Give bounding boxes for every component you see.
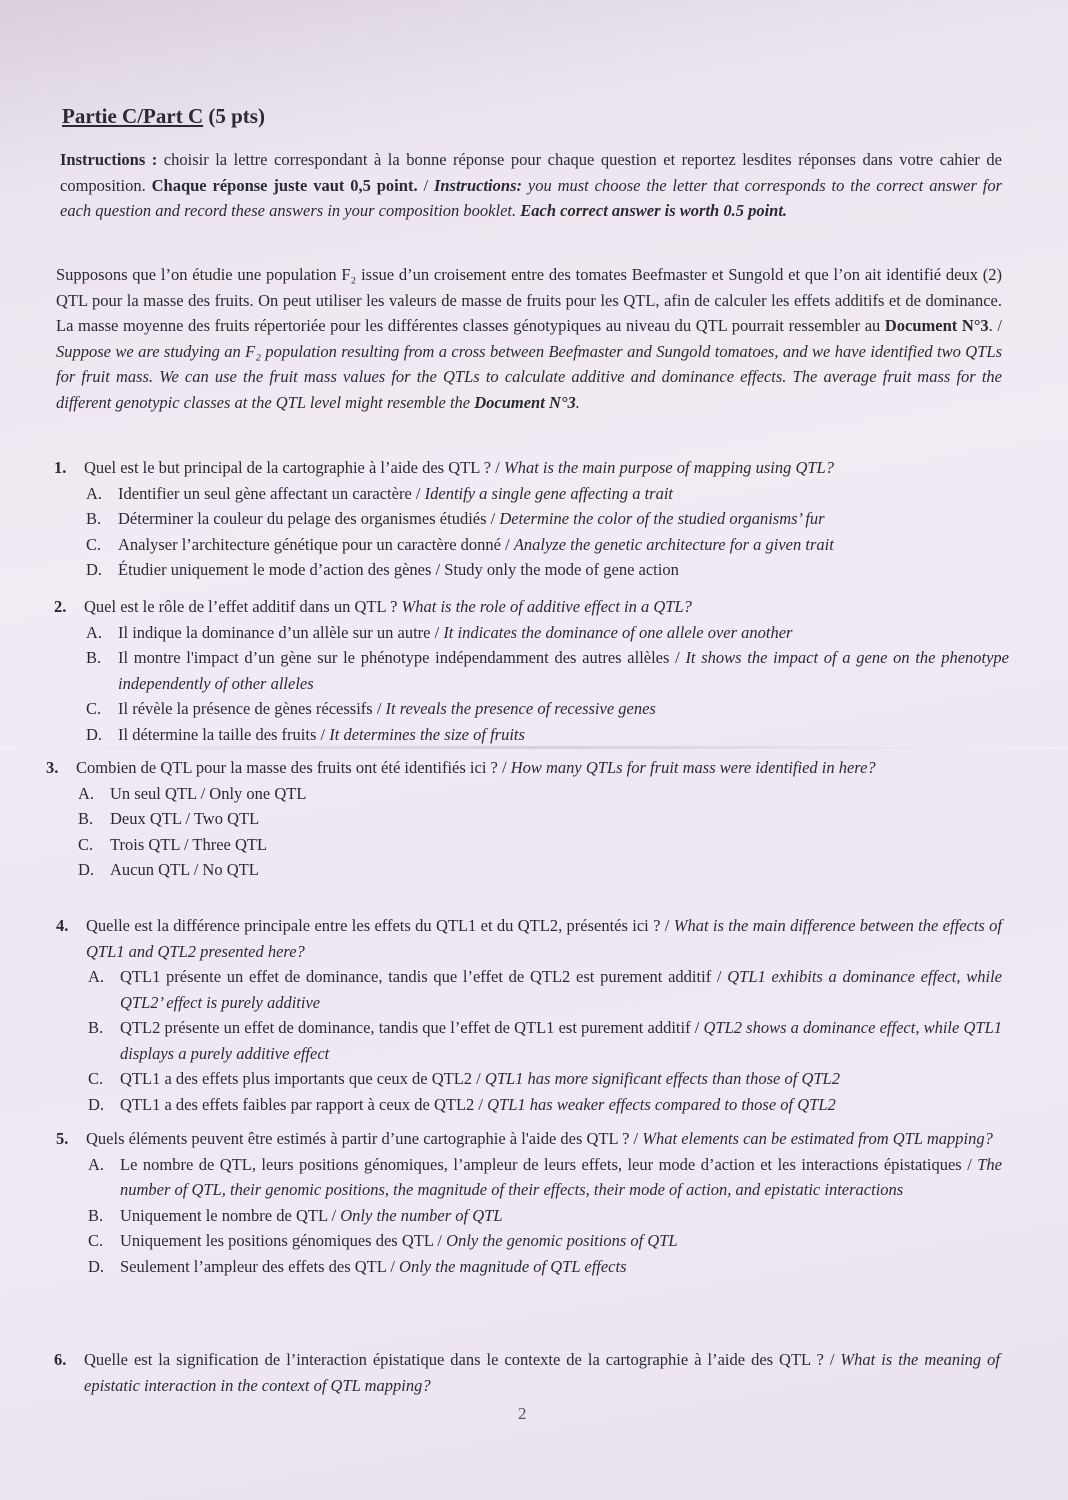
option-letter: B.: [88, 1018, 104, 1037]
part-title-points: (5 pts): [208, 104, 265, 128]
option-letter: D.: [78, 860, 95, 879]
answer-options: [46, 781, 1016, 883]
option-fr: Uniquement les positions génomiques des QTL /: [120, 1231, 443, 1250]
option-a[interactable]: [56, 964, 1002, 1015]
option-en: It determines the size of fruits: [329, 724, 525, 744]
option-fr: Aucun QTL / No QTL: [110, 860, 259, 879]
option-letter: D.: [88, 1256, 105, 1276]
option-letter: C.: [78, 834, 94, 854]
instructions-separator: /: [423, 175, 429, 195]
option-b[interactable]: [56, 1015, 1002, 1066]
question-text: [84, 1347, 1000, 1398]
option-en: QTL1 has weaker effects compared to those of QTL2: [487, 1094, 836, 1114]
option-fr: Analyser l’architecture génétique pour un caractère donné /: [118, 534, 510, 554]
instructions: [60, 147, 1002, 224]
option-c[interactable]: [56, 1066, 1002, 1092]
option-b[interactable]: [46, 806, 1016, 832]
question-text: [84, 455, 969, 481]
page-number: 2: [518, 1404, 527, 1423]
option-letter: A.: [86, 622, 103, 642]
option-fr: Déterminer la couleur du pelage des organismes étudiés /: [118, 509, 496, 528]
question-en: What elements can be estimated from QTL mapping?: [642, 1129, 993, 1148]
question-number: 5.: [56, 1129, 69, 1148]
question-6: [54, 1347, 1000, 1398]
option-en: QTL1 exhibits a dominance effect, while QTL2’ effect is purely additive: [120, 967, 1003, 1012]
option-en: QTL1 has more significant effects than those of QTL2: [484, 1069, 840, 1088]
option-fr: QTL1 a des effets plus importants que ceux de QTL2 /: [120, 1069, 481, 1088]
question-2: [54, 594, 1009, 747]
option-letter: B.: [88, 1205, 104, 1225]
option-en: Identify a single gene affecting a trait: [424, 483, 673, 503]
question-text: [86, 1126, 1002, 1152]
option-fr: Le nombre de QTL, leurs positions génomiques, l’ampleur de leurs effets, leur mode d’action et les interactions épistatiques /: [120, 1154, 972, 1174]
option-fr: Il détermine la taille des fruits /: [118, 724, 326, 744]
option-letter: C.: [86, 534, 102, 554]
option-c[interactable]: [54, 696, 1009, 722]
option-fr: Il indique la dominance d’un allèle sur un autre /: [118, 622, 440, 642]
intro-en-end: .: [575, 392, 580, 412]
option-fr: Deux QTL / Two QTL: [110, 809, 260, 828]
option-letter: D.: [86, 724, 103, 744]
option-d[interactable]: [56, 1092, 1002, 1118]
intro-fr-end: . /: [988, 316, 1002, 335]
option-en: It indicates the dominance of one allele over another: [443, 622, 793, 642]
question-number: 3.: [46, 758, 59, 777]
option-b[interactable]: [54, 506, 969, 532]
option-fr: Il montre l'impact d’un gène sur le phénotype indépendamment des autres allèles /: [118, 648, 680, 667]
option-en: Determine the color of the studied organisms’ fur: [499, 509, 825, 528]
option-a[interactable]: [54, 620, 1009, 646]
part-title: [62, 104, 265, 129]
option-letter: B.: [86, 648, 102, 667]
option-en: It shows the impact of a gene on the phenotype independently of other alleles: [118, 648, 1009, 693]
question-en: How many QTLs for fruit mass were identified in here?: [510, 758, 876, 777]
question-number: 6.: [54, 1350, 67, 1369]
option-a[interactable]: [56, 1152, 1002, 1203]
option-en: It reveals the presence of recessive genes: [385, 699, 656, 718]
option-en: Only the magnitude of QTL effects: [399, 1256, 627, 1276]
option-letter: B.: [86, 509, 102, 528]
option-fr: Identifier un seul gène affectant un caractère /: [118, 483, 421, 503]
answer-options: [54, 481, 969, 583]
option-d[interactable]: [46, 857, 1016, 883]
question-number: 4.: [56, 916, 69, 935]
question-fr: Quels éléments peuvent être estimés à partir d’une cartographie à l'aide des QTL ? /: [86, 1129, 639, 1148]
intro-en-text: Suppose we are studying an F₂ population resulting from a cross between Beefmaster and Sungold tomatoes, and we have identified two QTLs for fruit mass. We can use the fruit mass values for the QTLs to calculate additive and dominance effects. The average fruit mass for the different genotypic classes at the QTL level might resemble the: [56, 341, 1002, 412]
question-en: What is the main purpose of mapping using QTL?: [503, 458, 834, 477]
intro-fr-doc: Document N°3: [884, 316, 989, 335]
option-letter: B.: [78, 809, 94, 828]
option-letter: A.: [86, 483, 103, 503]
question-fr: Quel est le rôle de l’effet additif dans un QTL ?: [84, 597, 398, 616]
option-c[interactable]: [54, 532, 969, 558]
question-en: What is the main difference between the effects of QTL1 and QTL2 presented here?: [86, 916, 1002, 961]
option-c[interactable]: [46, 832, 1016, 858]
option-fr: Trois QTL / Three QTL: [110, 834, 268, 854]
intro-fr-text: Supposons que l’on étudie une population F₂ issue d’un croisement entre des tomates Beefmaster et Sungold et que l’on ait identifié deux (2) QTL pour la masse des fruits. On peut utiliser les valeurs de masse de fruits pour les QTL, afin de calculer les effets additifs et de dominance. La masse moyenne des fruits répertoriée pour les différentes classes génotypiques au niveau du QTL pourrait ressembler au: [56, 265, 1002, 335]
instructions-en-text: you must choose the letter that corresponds to the correct answer for each question and record these answers in your composition booklet.: [60, 175, 1003, 220]
option-b[interactable]: [54, 645, 1009, 696]
question-4: [56, 913, 1002, 1117]
option-letter: D.: [86, 560, 103, 579]
instructions-label: Instructions :: [60, 150, 158, 169]
option-en: Only the genomic positions of QTL: [446, 1231, 678, 1250]
question-text: [84, 594, 1009, 620]
option-a[interactable]: [46, 781, 1016, 807]
question-fr: Combien de QTL pour la masse des fruits ont été identifiés ici ? /: [76, 758, 507, 777]
option-fr: QTL1 présente un effet de dominance, tandis que l’effet de QTL2 est purement additif /: [120, 967, 722, 986]
intro-en-doc: Document N°3: [474, 392, 576, 412]
instructions-fr-bold: Chaque réponse juste vaut 0,5 point.: [151, 175, 418, 195]
option-fr: Un seul QTL / Only one QTL: [110, 783, 307, 803]
option-b[interactable]: [56, 1203, 1002, 1229]
question-en: What is the role of additive effect in a QTL?: [401, 597, 692, 616]
option-fr: QTL1 a des effets faibles par rapport à ceux de QTL2 /: [120, 1094, 484, 1114]
question-3: [46, 755, 1016, 883]
answer-options: [56, 1152, 1002, 1280]
question-text: [76, 755, 1016, 781]
option-letter: A.: [78, 783, 95, 803]
question-text: [86, 913, 1002, 964]
option-fr: Seulement l’ampleur des effets des QTL /: [120, 1256, 395, 1276]
option-letter: C.: [88, 1069, 104, 1088]
question-1: [54, 455, 969, 583]
option-letter: D.: [88, 1094, 105, 1114]
part-title-label: Partie C/Part C: [62, 104, 204, 128]
option-fr: QTL2 présente un effet de dominance, tandis que l’effet de QTL1 est purement additif /: [120, 1018, 700, 1037]
option-en: QTL2 shows a dominance effect, while QTL1 displays a purely additive effect: [120, 1018, 1003, 1063]
instructions-fr-text: choisir la lettre correspondant à la bonne réponse pour chaque question et reportez lesdites réponses dans votre cahier de composition.: [60, 150, 1002, 195]
option-letter: C.: [88, 1231, 104, 1250]
answer-options: [54, 620, 1009, 748]
option-fr: Étudier uniquement le mode d’action des gènes / Study only the mode of gene action: [118, 560, 679, 579]
option-letter: A.: [88, 1154, 105, 1174]
question-5: [56, 1126, 1002, 1279]
option-d[interactable]: [54, 557, 969, 583]
option-c[interactable]: [56, 1228, 1002, 1254]
answer-options: [56, 964, 1002, 1117]
option-letter: C.: [86, 699, 102, 718]
option-en: Only the number of QTL: [340, 1205, 503, 1225]
question-en: What is the meaning of epistatic interaction in the context of QTL mapping?: [84, 1350, 1001, 1395]
option-d[interactable]: [54, 722, 1009, 748]
question-fr: Quel est le but principal de la cartographie à l’aide des QTL ? /: [84, 458, 500, 477]
option-a[interactable]: [54, 481, 969, 507]
question-fr: Quelle est la signification de l’interaction épistatique dans le contexte de la cartographie à l’aide des QTL ? /: [84, 1350, 835, 1369]
option-fr: Il révèle la présence de gènes récessifs /: [118, 699, 382, 718]
option-en: Analyze the genetic architecture for a given trait: [513, 534, 834, 554]
option-d[interactable]: [56, 1254, 1002, 1280]
intro-paragraph: [56, 262, 1002, 415]
question-number: 2.: [54, 597, 67, 616]
option-en: The number of QTL, their genomic positions, the magnitude of their effects, their mode of action, and epistatic interactions: [120, 1154, 1002, 1199]
question-fr: Quelle est la différence principale entre les effets du QTL1 et du QTL2, présentés ici ? /: [86, 916, 670, 935]
instructions-en-label: Instructions:: [433, 175, 522, 195]
question-number: 1.: [54, 458, 67, 477]
option-letter: A.: [88, 967, 105, 986]
instructions-en-bold: Each correct answer is worth 0.5 point.: [520, 201, 788, 220]
option-fr: Uniquement le nombre de QTL /: [120, 1205, 337, 1225]
